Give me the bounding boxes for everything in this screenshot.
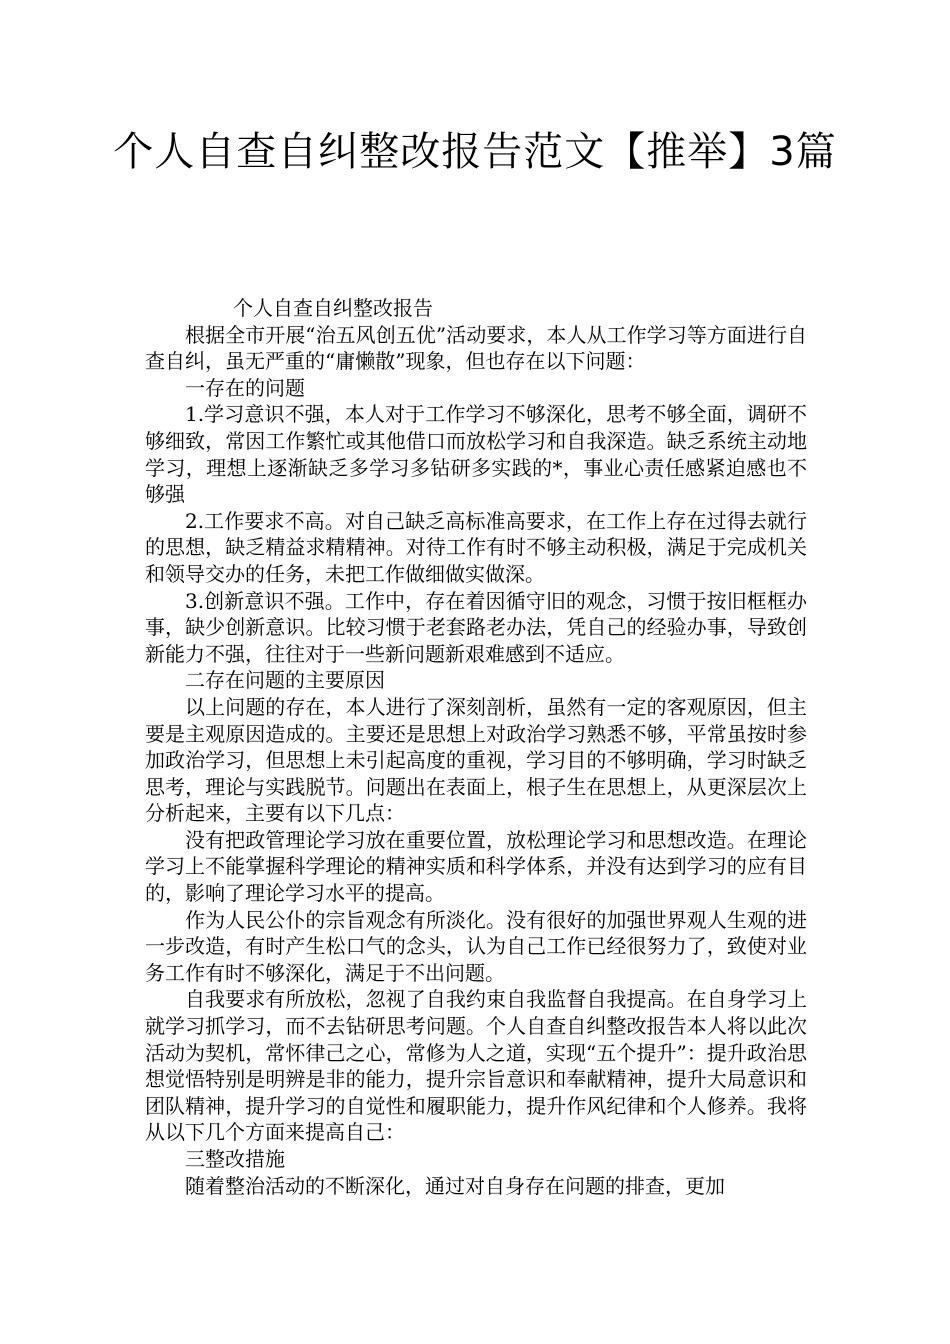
body-paragraph: 2.工作要求不高。对自己缺乏高标准高要求，在工作上存在过得去就行的思想，缺乏精益求精精神。对待工作有时不够主动积极，满足于完成机关和领导交办的任务，未把工作做细做实做深。	[145, 508, 807, 586]
document-title: 个人自查自纠整改报告范文【推举】3篇	[113, 129, 837, 175]
document-body	[145, 295, 807, 1199]
body-paragraph: 没有把政管理论学习放在重要位置，放松理论学习和思想改造。在理论学习上不能掌握科学理论的精神实质和科学体系，并没有达到学习的应有目的，影响了理论学习水平的提高。	[145, 827, 807, 906]
body-paragraph: 以上问题的存在，本人进行了深刻剖析，虽然有一定的客观原因，但主要是主观原因造成的。主要还是思想上对政治学习熟悉不够，平常虽按时参加政治学习，但思想上未引起高度的重视，学习目的不够明确，学习时缺乏思考，理论与实践脱节。问题出在表面上，根子生在思想上，从更深层次上分析起来，主要有以下几点：	[145, 694, 807, 826]
body-paragraph: 自我要求有所放松，忽视了自我约束自我监督自我提高。在自身学习上就学习抓学习，而不去钻研思考问题。个人自查自纠整改报告本人将以此次活动为契机，常怀律己之心，常修为人之道，实现“五个提升”：提升政治思想觉悟特别是明辨是非的能力，提升宗旨意识和奉献精神，提升大局意识和团队精神，提升学习的自觉性和履职能力，提升作风纪律和个人修养。我将从以下几个方面来提高自己：	[145, 987, 807, 1145]
body-paragraph: 3.创新意识不强。工作中，存在着因循守旧的观念，习惯于按旧框框办事，缺少创新意识。比较习惯于老套路老办法，凭自己的经验办事，导致创新能力不强，往往对于一些新问题新艰难感到不适应。	[145, 588, 807, 666]
body-paragraph: 1.学习意识不强，本人对于工作学习不够深化，思考不够全面，调研不够细致，常因工作繁忙或其他借口而放松学习和自我深造。缺乏系统主动地学习，理想上逐渐缺乏多学习多钻研多实践的*，事业心责任感紧迫感也不够强	[145, 402, 807, 507]
body-paragraph: 根据全市开展“治五风创五优”活动要求，本人从工作学习等方面进行自查自纠，虽无严重的“庸懒散”现象，但也存在以下问题：	[145, 322, 807, 374]
body-paragraph: 二存在问题的主要原因	[185, 668, 385, 693]
body-paragraph: 作为人民公仆的宗旨观念有所淡化。没有很好的加强世界观人生观的进一步改造，有时产生松口气的念头，认为自己工作已经很努力了，致使对业务工作有时不够深化，满足于不出问题。	[145, 907, 807, 985]
body-paragraph: 三整改措施	[185, 1147, 285, 1171]
body-paragraph: 随着整治活动的不断深化，通过对自身存在问题的排查，更加	[185, 1173, 725, 1198]
body-paragraph: 一存在的问题	[185, 375, 305, 400]
document-subtitle: 个人自查自纠整改报告	[233, 296, 433, 320]
